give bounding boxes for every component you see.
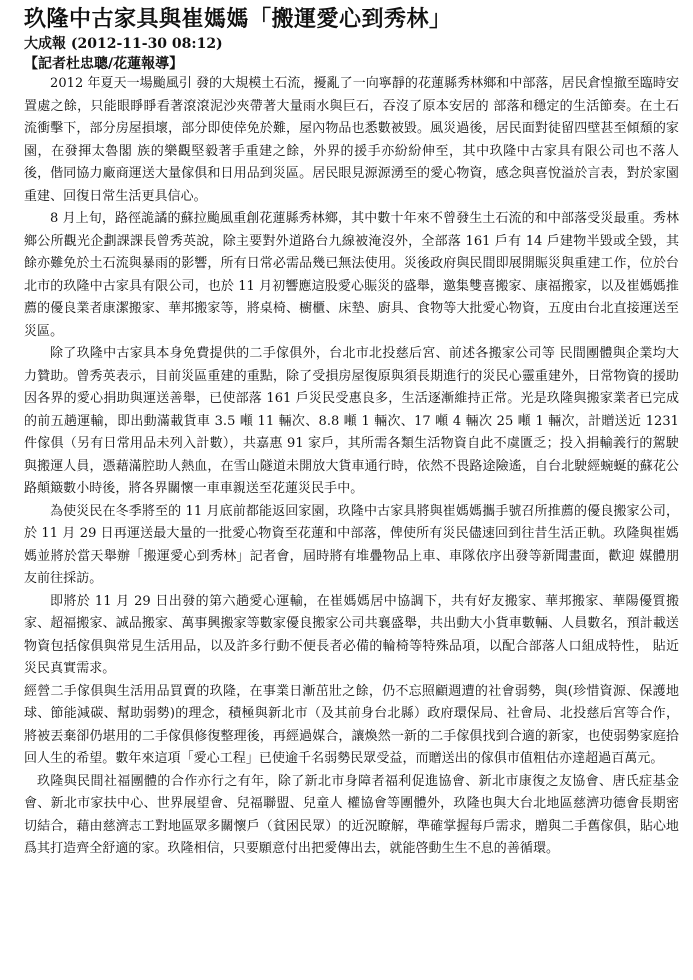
- article-paragraph-3: 除了玖隆中古家具本身免費提供的二手傢俱外，台北市北投慈后宮、前述各搬家公司等 民間團體與企業均大力贊助。曾秀英表示，目前災區重建的重點，除了受損房屋復原與須長期進行的災民心靈重建外，日常物資的援助因各界的愛心捐助與運送善舉，已使部落 161 戶災民受惠良多，生活逐漸維持正常。光是玖隆與搬家業者已完成的前五趟運輸，即出動滿載貨車 3.5 噸 11 輛次、8.8 噸 1 輛次、17 噸 4 輛次 25 噸 1 輛次，計贈送近 1231 件傢俱（另有日常用品未列入計數），共嘉惠 91 家戶，其所需各類生活物資自此不虞匱乏；投入捐輸義行的駕駛與搬運人員，憑藉滿腔助人熱血，在雪山隧道未開放大貨車通行時，依然不畏路途險遙，自台北駛經蜿蜒的蘇花公路顛簸數小時後，將各界關懷一車車親送至花蓮災民手中。: [24, 346, 679, 496]
- article-byline: 【記者杜忠聰/花蓮報導】: [24, 56, 184, 72]
- article-paragraph-5: 即將於 11 月 29 日出發的第六趟愛心運輸，在崔媽媽居中協調下，共有好友搬家、華邦搬家、華陽優質搬家、超福搬家、誠品搬家、萬事興搬家等數家優良搬家公司共襄盛舉，共出動大小貨車數輛、人員數名，預計載送物資包括傢俱與常見生活用品，以及許多行動不便長者必備的輪椅等特殊品項，以配合部落人口組成特性， 貼近災民真實需求。: [24, 593, 679, 676]
- article-paragraph-7: 玖隆與民間社福團體的合作亦行之有年，除了新北市身障者福利促進協會、新北市康復之友協會、唐氏症基金會、新北市家扶中心、世界展望會、兒福聯盟、兒童人 權協會等團體外，玖隆也與大台北地區慈濟功德會長期密切結合，藉由慈濟志工對地區眾多關懷戶（貧困民眾）的近況瞭解，準確掌握每戶需求，贈與二手舊傢俱，貼心地爲其打造齊全舒適的家。玖隆相信，只要願意付出把愛傳出去，就能啓動生生不息的善循環。: [24, 773, 679, 856]
- article-paragraph-2: 8 月上旬，路徑詭譎的蘇拉颱風重創花蓮縣秀林鄉，其中數十年來不曾發生土石流的和中部落受災最重。秀林鄉公所觀光企劃課課長曾秀英說，除主要對外道路台九線被淹沒外，全部落 161 戶有 14 戶建物半毀或全毀，其餘亦難免於土石流與暴雨的影響，所有日常必需品幾已無法使用。災後政府與民間即展開賑災與重建工作，位於台北市的玖隆中古家具有限公司，也於 11 月初響應這股愛心賑災的盛舉，邀集雙喜搬家、康福搬家，以及崔媽媽推薦的優良業者康潔搬家、華邦搬家等，將桌椅、櫥櫃、床墊、廚具、食物等大批愛心物資，五度由台北直接運送至災區。: [24, 211, 679, 339]
- article-paragraph-4: 為使災民在冬季將至的 11 月底前都能返回家園，玖隆中古家具將與崔媽媽攜手號召所推薦的優良搬家公司，於 11 月 29 日再運送最大量的一批愛心物資至花蓮和中部落，俾使所有災民儘速回到往昔生活正軌。玖隆與崔媽媽並將於當天舉辦「搬運愛心到秀林」記者會，屆時將有堆疊物品上車、車隊依序出發等新聞畫面，歡迎 媒體朋友前往採訪。: [24, 503, 679, 586]
- article-source-date: 大成報 (2012-11-30 08:12): [24, 36, 223, 52]
- article-title: 玖隆中古家具與崔媽媽「搬運愛心到秀林」: [24, 6, 452, 32]
- article-paragraph-1: 2012 年夏天一場颱風引 發的大規模土石流，擾亂了一向寧靜的花蓮縣秀林鄉和中部落，居民倉惶撤至臨時安置處之餘，只能眼睜睜看著滾滾泥沙夾帶著大量雨水與巨石，吞沒了原本安居的 部落和穩定的生活節奏。在土石流衝擊下，部分房屋損壞，部分即使倖免於難，屋內物品也悉數被毀。風災過後，居民面對徒留四壁甚至傾頹的家園，在發揮太魯閣 族的樂觀堅毅著手重建之餘，外界的援手亦紛紛伸至，其中玖隆中古家具有限公司也不落人後，偕同協力廠商運送大量傢俱和日用品到災區。居民眼見源源湧至的愛心物資，感念與喜悅溢於言表，對於家園重建、回復日常生活更具信心。: [24, 76, 679, 204]
- article-paragraph-6: 經營二手傢俱與生活用品買賣的玖隆，在事業日漸茁壯之餘，仍不忘照顧週遭的社會弱勢，與(珍惜資源、保護地球、節能減碳、幫助弱勢)的理念，積極與新北市（及其前身台北縣）政府環保局、社會局、北投慈后宮等合作，將被丟棄卻仍堪用的二手傢俱修復整理後，再經過媒合，讓煥然一新的二手傢俱找到合適的新家，也使弱勢家庭拾回人生的希望。數年來這項「愛心工程」已使逾千名弱勢民眾受益，而贈送出的傢俱市值粗估亦達超過百萬元。: [24, 683, 679, 766]
